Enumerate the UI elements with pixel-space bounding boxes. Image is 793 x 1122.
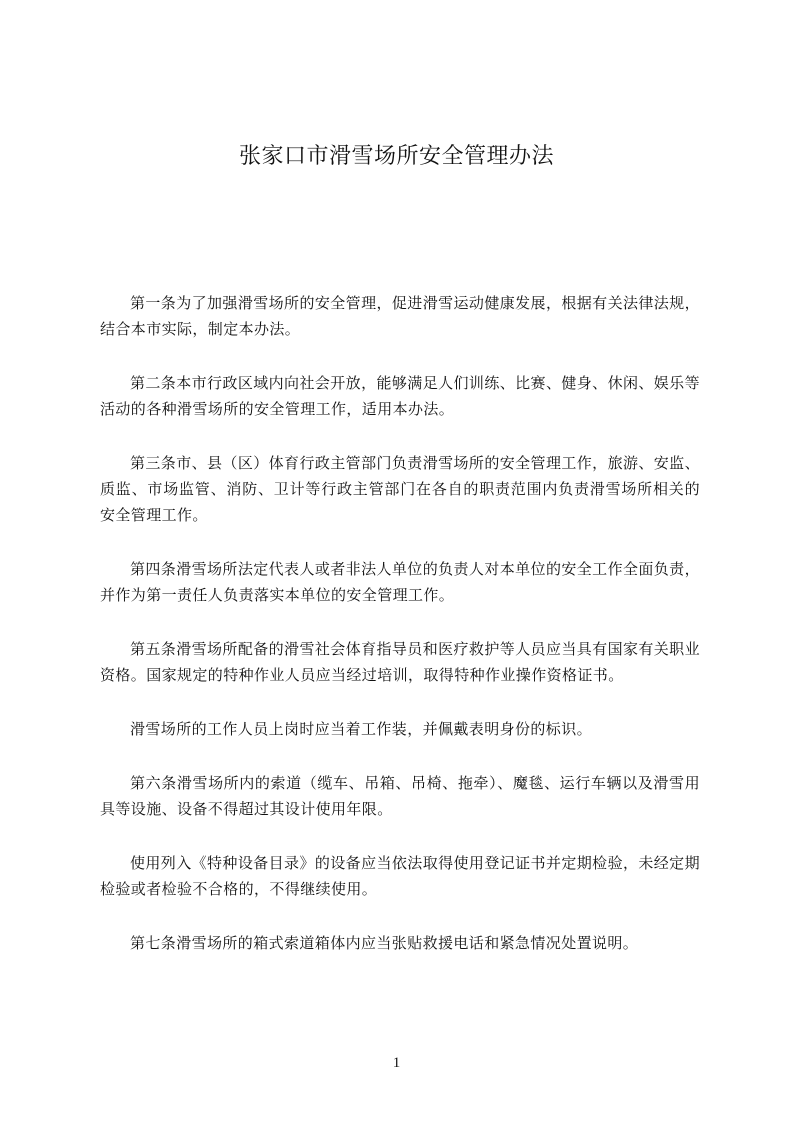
paragraph-article-6: 第六条滑雪场所内的索道（缆车、吊箱、吊椅、拖牵）、魔毯、运行车辆以及滑雪用具等设施、设备不得超过其设计使用年限。	[100, 774, 700, 818]
page-number: 1	[392, 1055, 401, 1071]
document-body	[100, 290, 700, 984]
paragraph-article-5: 第五条滑雪场所配备的滑雪社会体育指导员和医疗救护等人员应当具有国家有关职业资格。国家规定的特种作业人员应当经过培训，取得特种作业操作资格证书。	[100, 640, 700, 684]
paragraph-article-4: 第四条滑雪场所法定代表人或者非法人单位的负责人对本单位的安全工作全面负责，并作为第一责任人负责落实本单位的安全管理工作。	[100, 560, 700, 604]
paragraph-article-1: 第一条为了加强滑雪场所的安全管理，促进滑雪运动健康发展，根据有关法律法规，结合本市实际，制定本办法。	[100, 294, 700, 338]
paragraph-article-7: 第七条滑雪场所的箱式索道箱体内应当张贴救援电话和紧急情况处置说明。	[130, 934, 639, 952]
paragraph-article-5-staff: 滑雪场所的工作人员上岗时应当着工作装，并佩戴表明身份的标识。	[130, 720, 593, 738]
paragraph-article-2: 第二条本市行政区域内向社会开放，能够满足人们训练、比赛、健身、休闲、娱乐等活动的各种滑雪场所的安全管理工作，适用本办法。	[100, 374, 700, 418]
paragraph-article-6-equipment: 使用列入《特种设备目录》的设备应当依法取得使用登记证书并定期检验，未经定期检验或者检验不合格的，不得继续使用。	[100, 854, 700, 898]
document-title: 张家口市滑雪场所安全管理办法	[238, 144, 554, 169]
paragraph-article-3: 第三条市、县（区）体育行政主管部门负责滑雪场所的安全管理工作，旅游、安监、质监、市场监管、消防、卫计等行政主管部门在各自的职责范围内负责滑雪场所相关的安全管理工作。	[100, 454, 700, 524]
